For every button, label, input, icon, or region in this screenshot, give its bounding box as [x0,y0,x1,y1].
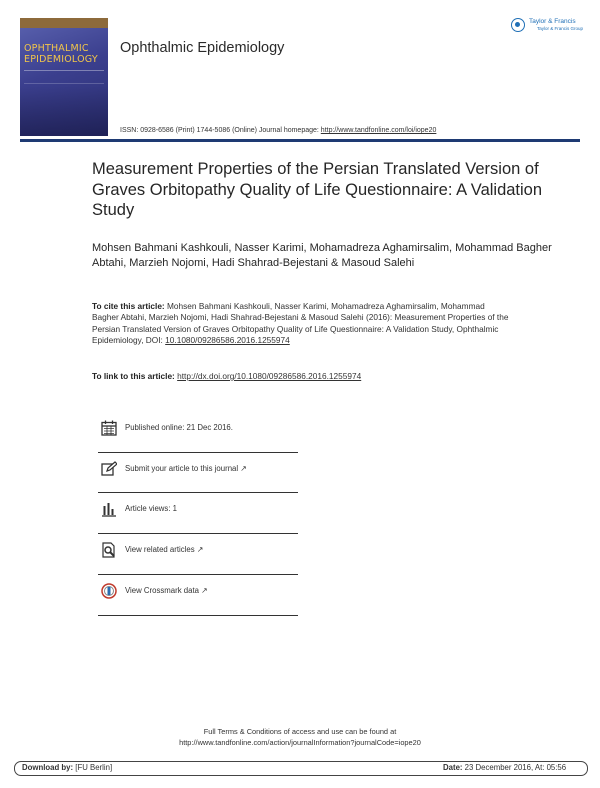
download-by-label: Download by: [22,763,74,772]
article-title: Measurement Properties of the Persian Translated Version of Graves Orbitopathy Quality of Life Questionnaire: A Validation Study [92,160,543,219]
download-by [22,763,112,772]
related-articles-item[interactable] [98,534,298,572]
article-link-line [92,371,361,381]
citation-label: To cite this article: [92,301,167,311]
download-by-value: [FU Berlin] [73,763,113,772]
footer-line1: Full Terms & Conditions of access and use can be found at [203,727,397,736]
cover-subtitle-band [24,70,104,84]
related-articles-label[interactable]: View related articles [125,545,195,554]
crossmark-label[interactable]: View Crossmark data [125,586,199,595]
publisher-logo-icon [511,18,525,32]
publisher-name: Taylor & Francis [529,18,576,25]
citation-doi-link[interactable]: 10.1080/09286586.2016.1255974 [165,335,290,346]
related-articles-text[interactable] [125,545,203,554]
journal-homepage-link[interactable]: http://www.tandfonline.com/loi/iope20 [320,127,437,134]
edit-icon [101,461,117,477]
article-authors: Mohsen Bahmani Kashkouli, Nasser Karimi, Mohamadreza Aghamirsalim, Mohammad Bagher Abtahi, Marzieh Nojomi, Hadi Shahrad-Bejestani & Masoud Salehi [92,242,552,269]
published-online-text: Published online: 21 Dec 2016. [125,423,233,432]
bar-chart-icon [101,501,117,517]
calendar-icon [101,420,117,436]
submit-article-text[interactable] [125,464,247,473]
info-divider [98,615,298,616]
journal-title: Ophthalmic Epidemiology [120,40,285,56]
cover-strip [20,18,108,28]
article-views-text: Article views: 1 [125,504,177,513]
footer-terms-link[interactable]: http://www.tandfonline.com/action/journalInformation?journalCode=iope20 [179,738,421,747]
crossmark-text[interactable] [125,586,208,595]
external-link-icon: ↗ [196,545,204,554]
citation-block [92,301,512,347]
journal-cover-image[interactable] [20,18,108,136]
publisher-logo[interactable] [511,18,584,36]
link-label: To link to this article: [92,371,178,381]
footer-terms [0,726,600,748]
crossmark-item[interactable] [98,575,298,613]
issn-text: ISSN: 0928-6586 (Print) 1744-5086 (Online) Journal homepage: [120,127,321,134]
citation-text: Mohsen Bahmani Kashkouli, Nasser Karimi, Mohamadreza Aghamirsalim, Mohammad Bagher Abtahi, Marzieh Nojomi, Hadi Shahrad-Bejestani & Masoud Salehi (2016): Measurement Properties of the Persian Translated Version of Graves Orbitopathy Quality of Life Questionnaire: A Validation Study, Ophthalmic Epidemiology, DOI: [92,301,509,346]
cover-title-line2: EPIDEMIOLOGY [24,54,98,65]
external-link-icon: ↗ [201,586,208,595]
cover-shade [20,86,108,136]
header-divider [20,139,580,142]
crossmark-icon [101,583,117,599]
download-date [443,763,566,772]
download-date-label: Date: [443,763,463,772]
publisher-subtitle: Taylor & Francis Group [537,26,584,31]
article-doi-link[interactable]: http://dx.doi.org/10.1080/09286586.2016.1255974 [177,371,362,381]
issn-line [120,127,436,134]
cover-title-line1: OPHTHALMIC [24,43,89,54]
search-document-icon [101,542,117,558]
download-date-value: 23 December 2016, At: 05:56 [462,763,567,772]
submit-article-label[interactable]: Submit your article to this journal [125,464,239,473]
external-link-icon: ↗ [240,464,247,473]
article-views-item [98,493,298,531]
published-online-item [98,412,298,450]
submit-article-item[interactable] [98,453,298,491]
